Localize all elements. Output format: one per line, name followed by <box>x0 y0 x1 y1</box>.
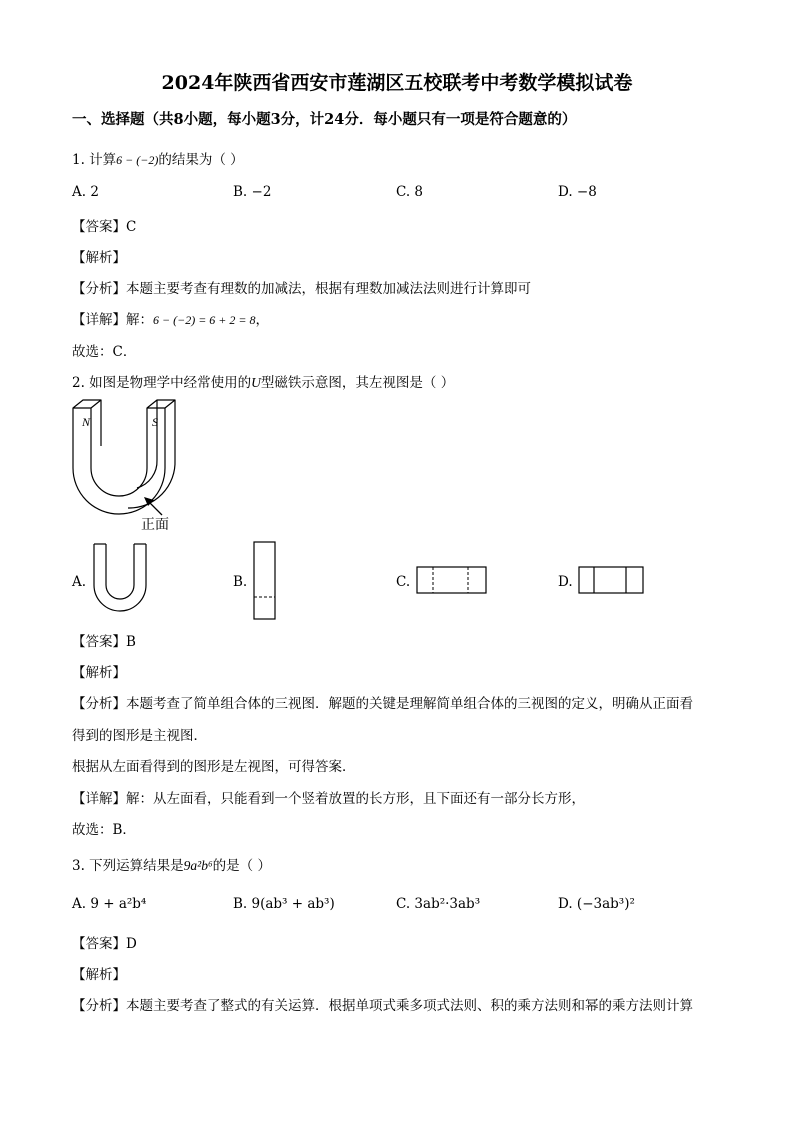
q2-fenxi-3: 根据从左面看得到的图形是左视图，可得答案． <box>72 759 356 775</box>
q2-fenxi-1: 【分析】本题考查了简单组合体的三视图．解题的关键是理解简单组合体的三视图的定义，明确从正面看 <box>72 696 693 712</box>
q2-option-a-figure <box>90 540 150 620</box>
q1-option-b: B. −2 <box>233 184 272 200</box>
section-heading: 一、选择题（共8小题，每小题3分，计24分．每小题只有一项是符合题意的） <box>72 111 577 128</box>
q3-stem-b: 的是（ ） <box>212 858 271 874</box>
q2-stem-u: U <box>251 375 261 390</box>
q3-stem-expr: 9a²b⁶ <box>183 858 213 873</box>
page-title: 2024年陕西省西安市莲湖区五校联考中考数学模拟试卷 <box>161 72 633 94</box>
q3-jiexi: 【解析】 <box>72 967 126 983</box>
q2-choose: 故选：B． <box>72 822 136 838</box>
q1-stem <box>72 148 244 168</box>
q3-stem <box>72 854 271 874</box>
q2-answer: 【答案】B <box>72 634 136 650</box>
q1-prefix: 1. 计算 <box>72 152 117 168</box>
q1-option-d: D. −8 <box>558 184 597 200</box>
q3-stem-a: 3. 下列运算结果是 <box>72 858 184 874</box>
q1-xiangjie <box>72 308 269 328</box>
q1-xiangjie-label: 【详解】解： <box>72 312 153 328</box>
q2-option-d-figure <box>578 566 650 596</box>
q3-option-a: A. 9 + a²b⁴ <box>72 896 147 912</box>
q2-stem <box>72 371 454 391</box>
q3-answer: 【答案】D <box>72 936 137 952</box>
q1-xiangjie-end: ， <box>255 312 269 328</box>
front-label: 正面 <box>141 517 169 533</box>
q1-choose: 故选：C． <box>72 344 137 360</box>
q3-option-b: B. 9(ab³ + ab³) <box>233 896 335 912</box>
q2-xiangjie: 【详解】解：从左面看，只能看到一个竖着放置的长方形，且下面还有一部分长方形， <box>72 791 585 807</box>
q3-option-d: D. (−3ab³)² <box>558 896 635 912</box>
magnet-n-label: N <box>82 415 91 429</box>
q2-stem-b: 型磁铁示意图，其左视图是（ ） <box>260 375 455 391</box>
q2-jiexi: 【解析】 <box>72 665 126 681</box>
q1-expr: 6 − (−2) <box>116 153 159 167</box>
q2-option-c: C. <box>396 574 411 590</box>
q2-option-c-figure <box>416 566 488 596</box>
q1-xiangjie-expr: 6 − (−2) = 6 + 2 = 8 <box>153 313 256 327</box>
q3-fenxi: 【分析】本题主要考查了整式的有关运算．根据单项式乘多项式法则、积的乘方法则和幂的乘方法则计算 <box>72 998 693 1014</box>
q1-suffix: 的结果为（ ） <box>158 152 244 168</box>
q1-option-c: C. 8 <box>396 184 424 200</box>
q2-option-a: A. <box>72 574 87 590</box>
magnet-s-label: S <box>152 415 158 429</box>
q1-answer: 【答案】C <box>72 219 137 235</box>
q3-option-c: C. 3ab²·3ab³ <box>396 896 481 912</box>
q2-fenxi-2: 得到的图形是主视图． <box>72 728 207 744</box>
q2-option-b-figure <box>253 541 277 621</box>
q2-option-b: B. <box>233 574 248 590</box>
q2-option-d: D. <box>558 574 573 590</box>
q1-fenxi: 【分析】本题主要考查有理数的加减法，根据有理数加减法法则进行计算即可 <box>72 281 531 297</box>
q1-option-a: A. 2 <box>72 184 99 200</box>
q2-stem-a: 2. 如图是物理学中经常使用的 <box>72 375 252 391</box>
q1-jiexi: 【解析】 <box>72 250 126 266</box>
